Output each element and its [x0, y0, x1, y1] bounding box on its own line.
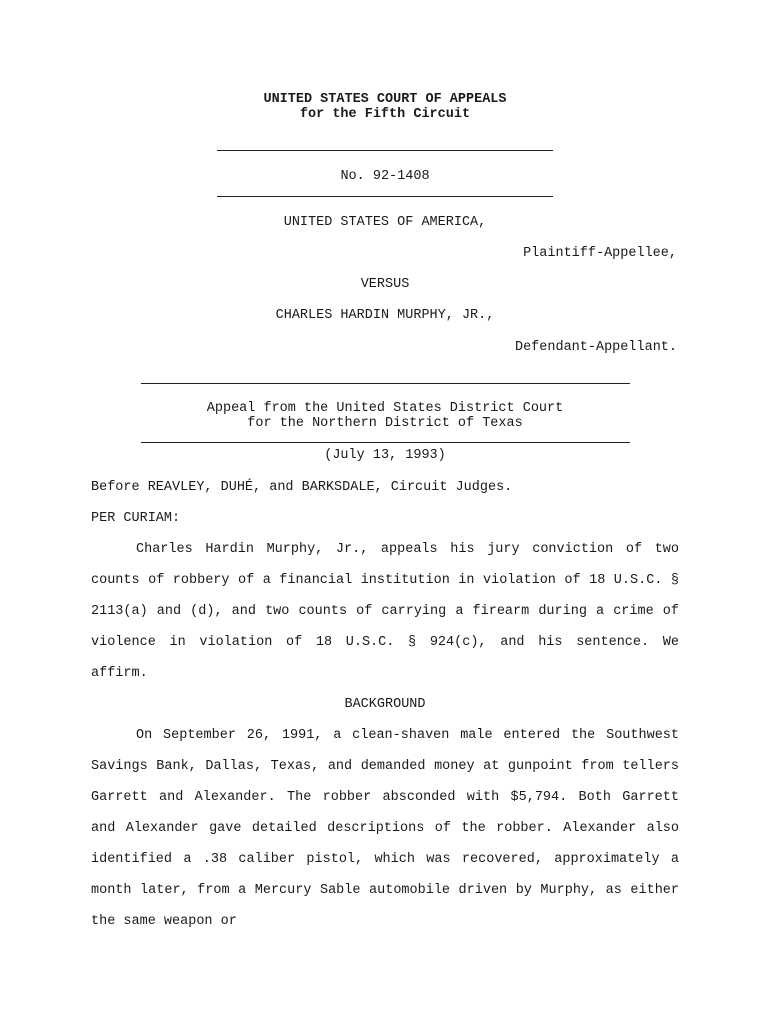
- intro-paragraph: Charles Hardin Murphy, Jr., appeals his jury conviction of two counts of robbery of a financial institution in violation of 18 U.S.C. § 2113(a) and (d), and two counts of carrying a firearm during a crime of violence in violation of 18 U.S.C. § 924(c), and his sentence. We affirm.: [91, 542, 679, 681]
- background-heading: BACKGROUND: [344, 697, 426, 712]
- circuit-name: for the Fifth Circuit: [299, 107, 471, 122]
- per-curiam-label: PER CURIAM:: [91, 511, 181, 526]
- appeal-rule-bottom: [141, 442, 630, 443]
- versus-label: VERSUS: [360, 277, 410, 292]
- defendant-name: CHARLES HARDIN MURPHY, JR.,: [275, 308, 495, 323]
- plaintiff-name: UNITED STATES OF AMERICA,: [283, 215, 487, 230]
- appeal-line-2: for the Northern District of Texas: [247, 416, 523, 431]
- background-paragraph: On September 26, 1991, a clean-shaven male entered the Southwest Savings Bank, Dallas, Texas, and demanded money at gunpoint from tellers Garrett and Alexander. The robber absconded with $5,794. Both Garrett and Alexander gave detailed descriptions of the robber. Alexander also identified a .38 caliber pistol, which was recovered, approximately a month later, from a Mercury Sable automobile driven by Murphy, as either the same weapon or: [91, 728, 679, 929]
- plaintiff-role: Plaintiff-Appellee,: [523, 246, 677, 261]
- caption-rule-bottom: [217, 196, 553, 197]
- court-name: UNITED STATES COURT OF APPEALS: [263, 92, 507, 107]
- panel-line: Before REAVLEY, DUHÉ, and BARKSDALE, Circuit Judges.: [91, 480, 513, 495]
- appeal-rule-top: [141, 383, 630, 384]
- defendant-role: Defendant-Appellant.: [514, 340, 677, 355]
- opinion-body: [91, 472, 679, 937]
- appeal-line-1: Appeal from the United States District Court: [206, 401, 564, 416]
- case-number: No. 92-1408: [340, 169, 430, 184]
- decision-date: (July 13, 1993): [324, 448, 446, 463]
- caption-rule-top: [217, 150, 553, 151]
